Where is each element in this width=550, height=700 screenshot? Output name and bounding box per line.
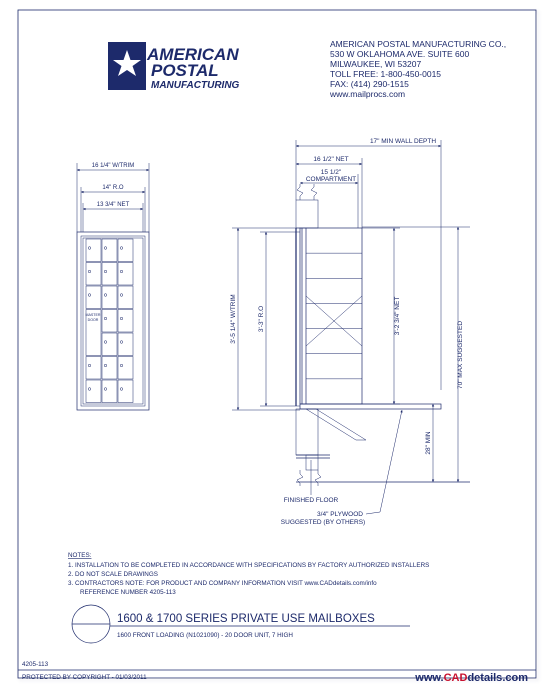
note-3: 3. CONTRACTORS NOTE: FOR PRODUCT AND COMPANY INFORMATION VISIT www.CADdetails.com/info <box>68 580 377 587</box>
note-3-reference: REFERENCE NUMBER 4205-113 <box>80 589 176 596</box>
brand-cad: CAD <box>443 672 468 684</box>
company-website: www.mailprocs.com <box>330 89 406 99</box>
note-2: 2. DO NOT SCALE DRAWINGS <box>68 571 158 578</box>
dim-front-ro: 14" R.O <box>102 185 124 191</box>
dim-min: 28" MIN <box>425 431 432 455</box>
dim-height-trim: 3'-5 1/4" W/TRIM <box>230 294 237 344</box>
dim-front-trim: 16 1/4" W/TRIM <box>91 163 135 169</box>
company-name: AMERICAN POSTAL MANUFACTURING CO., <box>330 39 507 49</box>
dim-height-net: 3'-2 3/4" NET <box>394 296 401 336</box>
company-address-line2: MILWAUKEE, WI 53207 <box>330 59 422 69</box>
logo-text-american: AMERICAN <box>147 45 239 64</box>
notes-heading: NOTES: <box>68 552 92 559</box>
company-tollfree: TOLL FREE: 1-800-450-0015 <box>330 69 442 79</box>
drawing-title: 1600 & 1700 SERIES PRIVATE USE MAILBOXES <box>117 613 375 625</box>
company-fax: FAX: (414) 290-1515 <box>330 79 409 89</box>
dim-compartment-label: COMPARTMENT <box>305 176 357 183</box>
dim-height-ro: 3'-3" R.O <box>258 305 265 333</box>
brand-www: www. <box>415 672 444 684</box>
dim-compartment-value: 15 1/2" <box>320 169 342 176</box>
drawing-reference: 4205-113 <box>22 661 49 668</box>
dim-wall-depth: 17" MIN WALL DEPTH <box>369 138 437 145</box>
note-1: 1. INSTALLATION TO BE COMPLETED IN ACCORDANCE WITH SPECIFICATIONS BY FACTORY AUTHORIZED INSTALLERS <box>68 562 430 569</box>
brand-details: details <box>467 672 503 684</box>
logo-text-manufacturing: MANUFACTURING <box>151 80 240 91</box>
master-door-label-2: DOOR <box>87 318 99 322</box>
dim-net-depth: 16 1/2" NET <box>313 156 349 163</box>
cad-details-brand <box>414 672 528 684</box>
copyright-text: PROTECTED BY COPYRIGHT - 01/03/2011 <box>22 674 147 681</box>
drawing-subtitle: 1600 FRONT LOADING (N1021090) - 20 DOOR UNIT, 7 HIGH <box>117 632 293 639</box>
company-address-line1: 530 W OKLAHOMA AVE. SUITE 600 <box>330 49 470 59</box>
label-plywood-2: SUGGESTED (BY OTHERS) <box>280 519 366 526</box>
logo-text-postal: POSTAL <box>151 61 219 80</box>
label-plywood-1: 3/4" PLYWOOD <box>317 511 363 518</box>
master-door-label-1: MASTER <box>85 313 101 317</box>
dim-front-net: 13 3/4" NET <box>96 202 130 208</box>
brand-com: .com <box>502 672 528 684</box>
dim-max-suggested: 70" MAX SUGGESTED <box>457 320 464 390</box>
label-finished-floor: FINISHED FLOOR <box>283 497 339 504</box>
